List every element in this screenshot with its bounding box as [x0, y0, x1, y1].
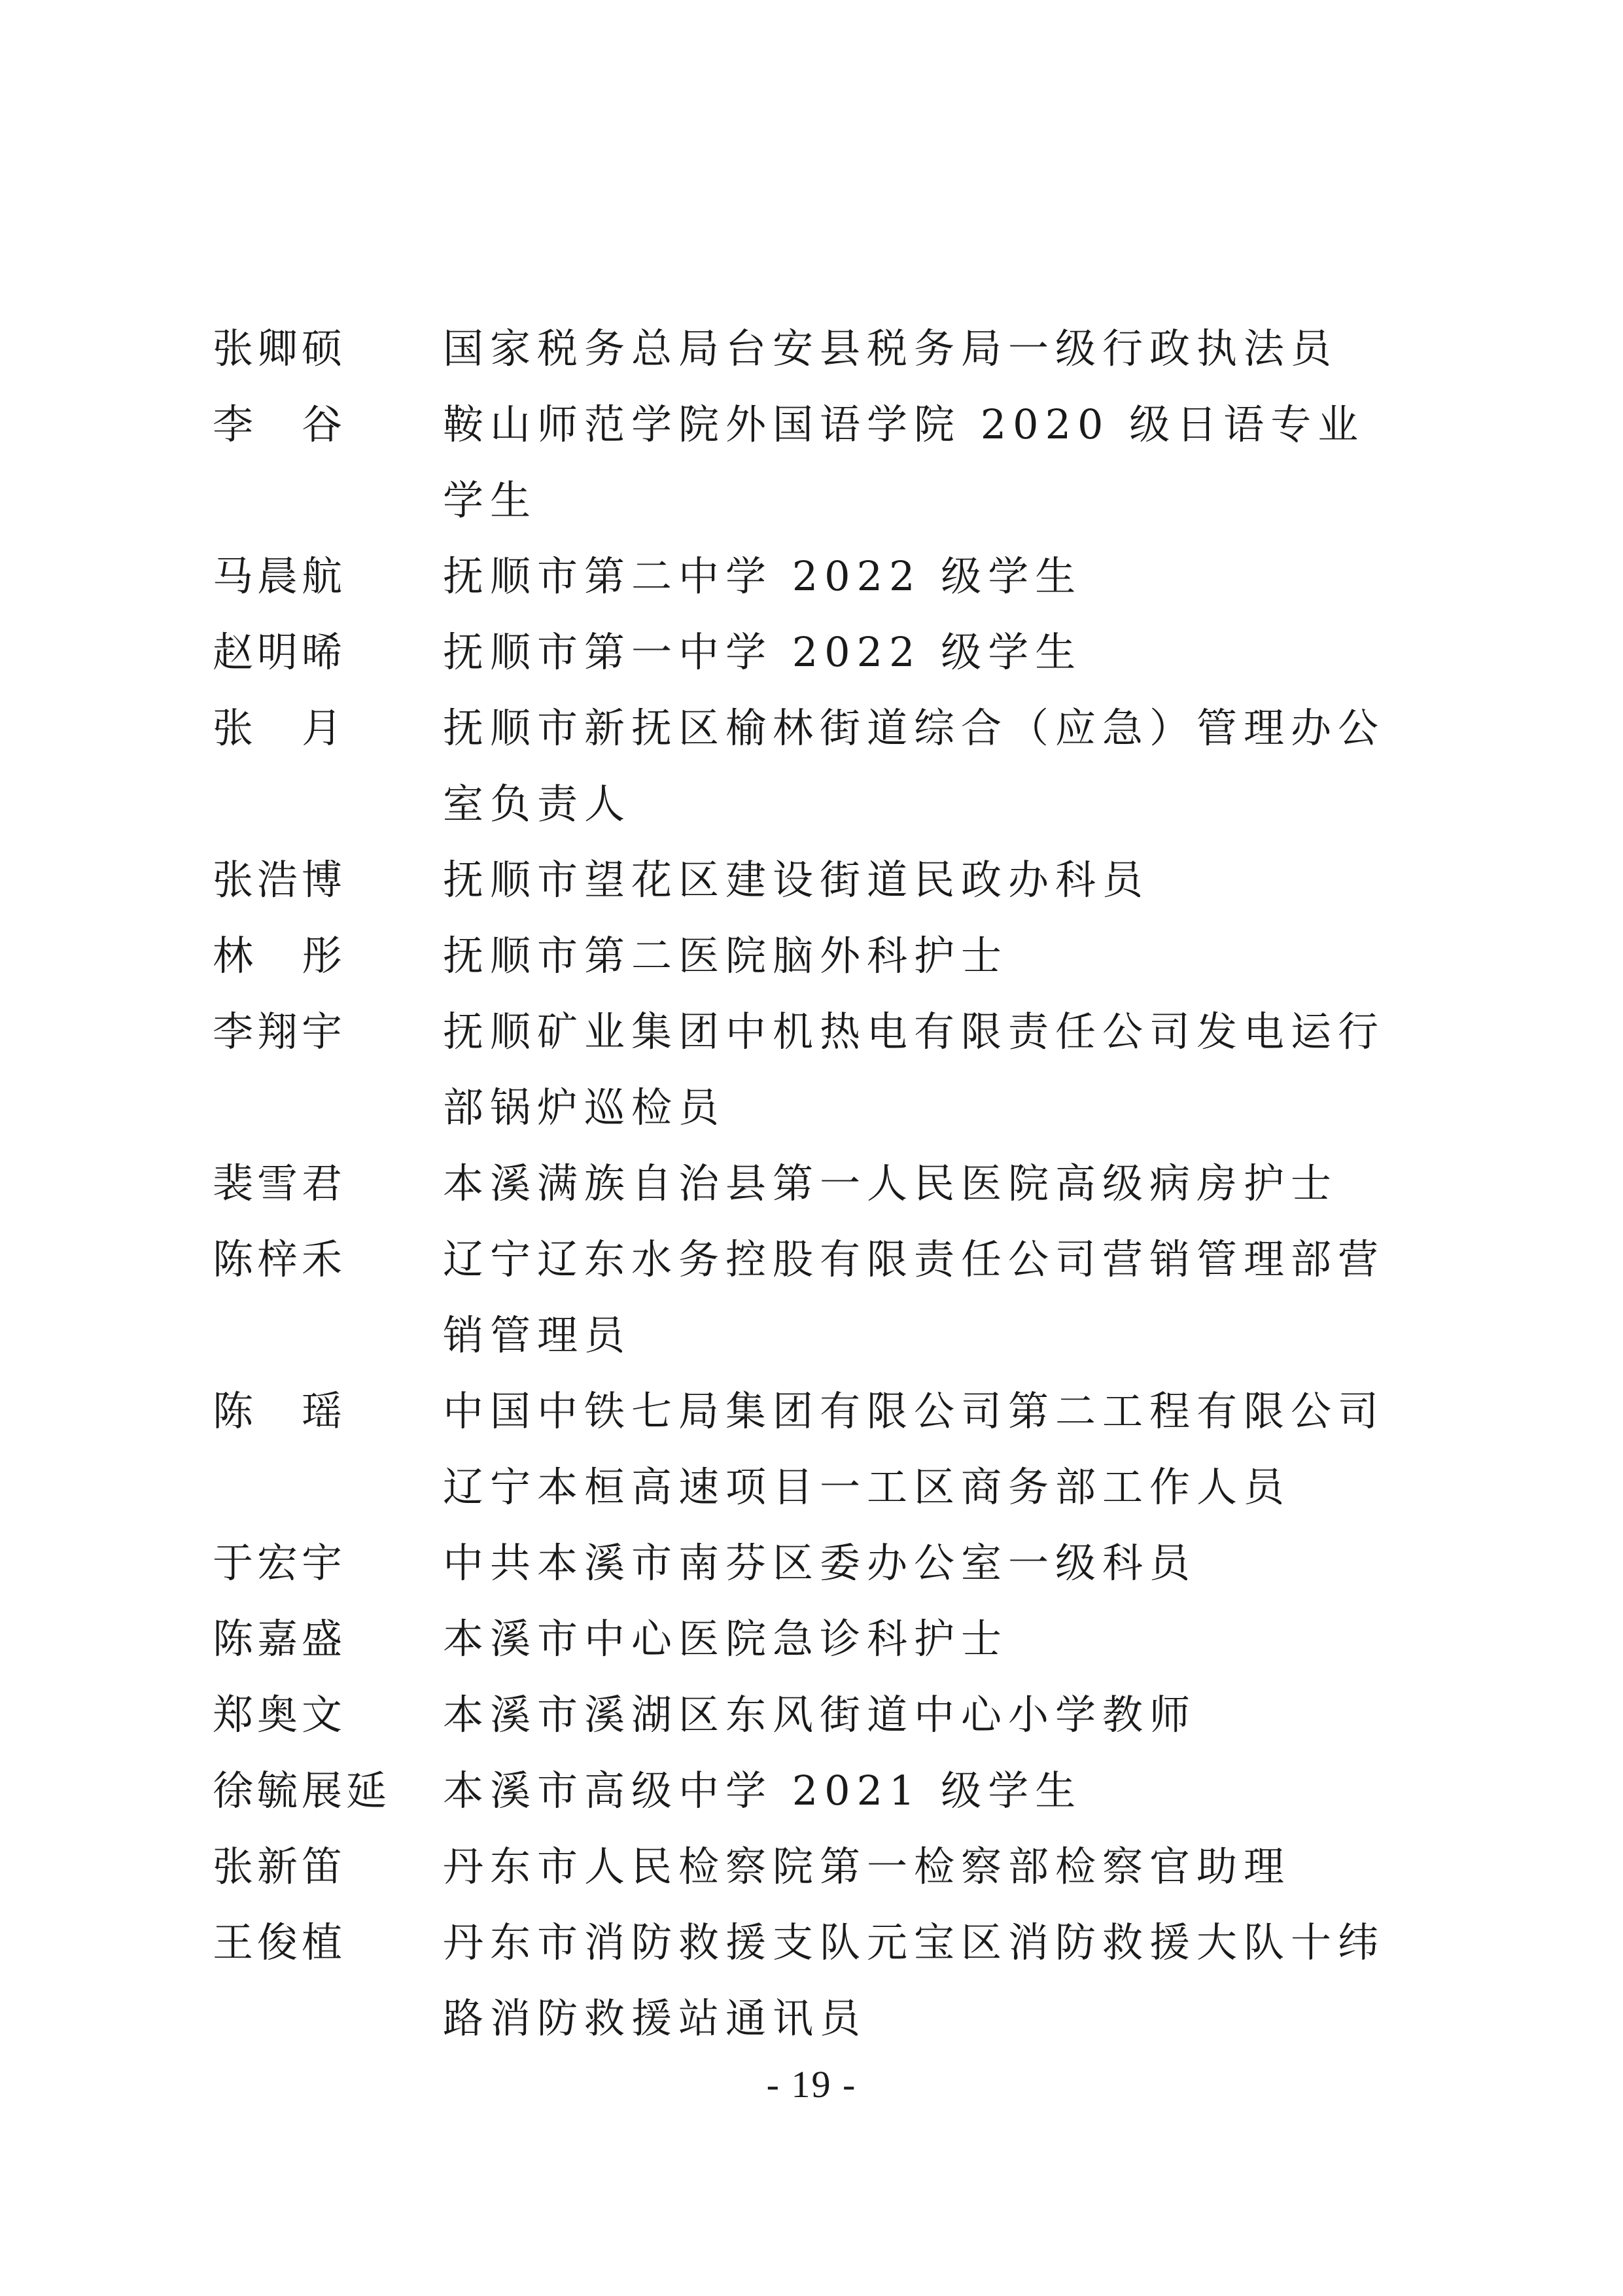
person-name: 张新笛 — [213, 1843, 347, 1890]
list-item — [213, 614, 1410, 690]
list-item — [213, 1525, 1410, 1601]
person-name: 张卿硕 — [213, 325, 347, 372]
list-item — [213, 918, 1410, 994]
person-name: 陈嘉盛 — [213, 1615, 347, 1663]
person-name: 陈梓禾 — [213, 1235, 347, 1283]
person-name: 陈 瑶 — [213, 1387, 347, 1435]
honoree-list — [213, 311, 1410, 2057]
person-affiliation: 抚顺市望花区建设街道民政办科员 — [443, 856, 1150, 904]
person-affiliation: 抚顺市第一中学 2022 级学生 — [443, 628, 1083, 676]
person-affiliation: 中国中铁七局集团有限公司第二工程有限公司辽宁本桓高速项目一工区商务部工作人员 — [443, 1387, 1386, 1511]
page-number: - 19 - — [766, 2063, 857, 2106]
list-item — [213, 1146, 1410, 1222]
list-item — [213, 387, 1410, 539]
person-name: 裴雪君 — [213, 1159, 347, 1207]
person-affiliation: 抚顺市第二中学 2022 级学生 — [443, 552, 1083, 600]
list-item — [213, 1373, 1410, 1525]
list-item — [213, 690, 1410, 842]
person-name: 于宏宇 — [213, 1539, 347, 1587]
person-name: 徐毓展延 — [213, 1767, 391, 1814]
person-affiliation: 本溪市中心医院急诊科护士 — [443, 1615, 1009, 1663]
person-affiliation: 抚顺市新抚区榆林街道综合（应急）管理办公室负责人 — [443, 704, 1386, 828]
person-affiliation: 本溪满族自治县第一人民医院高级病房护士 — [443, 1159, 1338, 1207]
person-affiliation: 本溪市溪湖区东风街道中心小学教师 — [443, 1691, 1197, 1739]
list-item — [213, 539, 1410, 614]
person-affiliation: 丹东市消防救援支队元宝区消防救援大队十纬路消防救援站通讯员 — [443, 1918, 1386, 2042]
person-name: 李翔宇 — [213, 1008, 347, 1055]
person-affiliation: 抚顺矿业集团中机热电有限责任公司发电运行部锅炉巡检员 — [443, 1008, 1386, 1131]
person-affiliation: 本溪市高级中学 2021 级学生 — [443, 1767, 1083, 1814]
person-affiliation: 国家税务总局台安县税务局一级行政执法员 — [443, 325, 1338, 372]
list-item — [213, 1829, 1410, 1905]
list-item — [213, 1222, 1410, 1373]
list-item — [213, 1601, 1410, 1677]
list-item — [213, 311, 1410, 387]
person-name: 李 谷 — [213, 400, 347, 448]
person-name: 马晨航 — [213, 552, 347, 600]
person-name: 林 彤 — [213, 932, 347, 980]
list-item — [213, 1753, 1410, 1829]
person-name: 赵明晞 — [213, 628, 347, 676]
person-affiliation: 鞍山师范学院外国语学院 2020 级日语专业学生 — [443, 400, 1365, 524]
list-item — [213, 1905, 1410, 2057]
person-affiliation: 抚顺市第二医院脑外科护士 — [443, 932, 1009, 980]
person-name: 王俊植 — [213, 1918, 347, 1966]
list-item — [213, 1677, 1410, 1753]
person-name: 郑奥文 — [213, 1691, 347, 1739]
list-item — [213, 842, 1410, 918]
person-affiliation: 辽宁辽东水务控股有限责任公司营销管理部营销管理员 — [443, 1235, 1386, 1359]
person-name: 张 月 — [213, 704, 347, 752]
person-name: 张浩博 — [213, 856, 347, 904]
list-item — [213, 994, 1410, 1146]
person-affiliation: 中共本溪市南芬区委办公室一级科员 — [443, 1539, 1197, 1587]
person-affiliation: 丹东市人民检察院第一检察部检察官助理 — [443, 1843, 1291, 1890]
